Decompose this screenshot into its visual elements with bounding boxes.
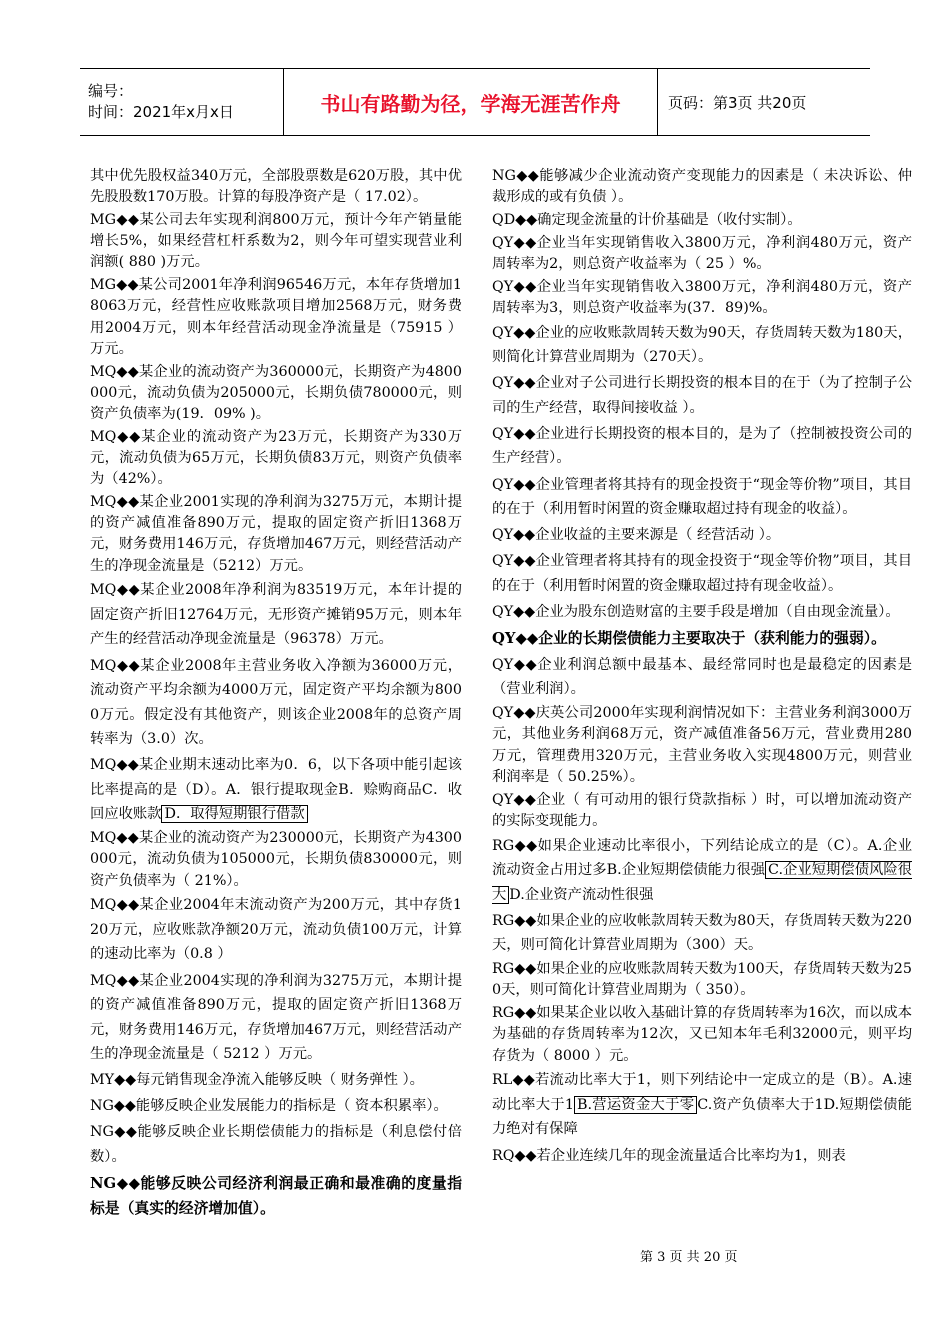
question-text: MQ◆◆某企业2008年主营业务收入净额为36000万元，流动资产平均余额为4000万元，固定资产平均余额为8000万元。假定没有其他资产，则该企业2008年的总资产周转率为（3.0）次。 [90,657,462,748]
boxed-answer: D．取得短期银行借款 [161,805,307,823]
question-item [492,523,912,548]
question-text: QY◆◆企业对子公司进行长期投资的根本目的在于（为了控制子公司的生产经营，取得间接收益 ）。 [492,375,912,416]
question-item [492,371,912,420]
question-text: QY◆◆庆英公司2000年实现利润情况如下：主营业务利润3000万元，其他业务利润68万元，资产减值准备56万元，营业费用280万元，管理费用320万元，主营业务收入实现4800万元，则营业利润率是（ 50.25%）。 [492,705,912,785]
question-text: RQ◆◆若企业连续几年的现金流量适合比率均为1，则表 [492,1147,846,1164]
question-item [492,626,912,651]
question-text: QD◆◆确定现金流量的计价基础是（收付实制）。 [492,212,802,228]
header-motto-cell [283,69,658,135]
question-text: RG◆◆如果企业的应收账款周转天数为100天，存货周转天数为250天，则可简化计算营业周期为（ 350）。 [492,961,912,999]
page-footer: 第 3 页 共 20 页 [640,1250,738,1265]
question-text: MY◆◆每元销售现金净流入能够反映（ 财务弹性 ）。 [90,1072,424,1089]
page-label: 页码：第3页 共20页 [668,93,807,112]
question-text: RG◆◆如果企业的应收帐款周转天数为80天，存货周转天数为220天，则可简化计算营业周期为（300）天。 [492,912,912,954]
question-item [90,166,462,208]
question-item [492,166,912,208]
right-column [492,166,912,1170]
number-label: 编号： [88,82,134,100]
question-text: MQ◆◆某企业2001实现的净利润为3275万元，本期计提的资产减值准备890万元，提取的固定资产折旧1368万元，财务费用146万元，存货增加467万元，则经营活动产生的净现金流量是（5212）万元。 [90,494,462,574]
question-text: QY◆◆企业利润总额中最基本、最经常同时也是最稳定的因素是（营业利润）。 [492,656,912,698]
question-text: MG◆◆某公司2001年净利润96546万元，本年存货增加18063万元，经营性应收账款项目增加2568万元，财务费用2004万元，则本年经营活动现金净流量是（75915 ）万元。 [90,277,462,357]
question-item [492,1003,912,1067]
question-item [492,233,912,275]
question-text: MQ◆◆某企业2008年净利润为83519万元，本年计提的固定资产折旧12764万元，无形资产摊销95万元，则本年产生的经营活动净现金流量是（96378）万元。 [90,582,462,648]
question-item [90,1120,462,1169]
question-item [492,703,912,788]
question-item [90,210,462,274]
question-item [90,828,462,892]
question-text: QY◆◆企业（ 有可动用的银行贷款指标 ）时，可以增加流动资产的实际变现能力。 [492,791,912,829]
question-item [492,653,912,702]
time-label: 时间：2021年x月x日 [88,103,234,121]
question-text: MQ◆◆某企业的流动资产为23万元，长期资产为330万元，流动负债为65万元，长期负债83万元，则资产负债率为（42%）。 [90,428,462,488]
question-item [492,277,912,319]
question-text: QY◆◆企业管理者将其持有的现金投资于“现金等价物”项目，其目的在于（利用暂时闲置的资金赚取超过持有现金收益）。 [492,553,912,594]
question-text: NG◆◆能够减少企业流动资产变现能力的因素是（ 未决诉讼、仲裁形成的或有负债 ）。 [492,168,912,206]
question-item [492,210,912,231]
question-item [492,549,912,598]
question-item [492,1068,912,1142]
question-text: MG◆◆某公司去年实现利润800万元，预计今年产销量能增长5%，如果经营杠杆系数为2，则今年可望实现营业利润额( 880 )万元。 [90,212,462,271]
question-item [90,362,462,426]
question-text: QY◆◆企业当年实现销售收入3800万元，净利润480万元，资产周转率为3，则总资产收益率为(37．89)%。 [492,278,912,316]
question-item [492,321,912,370]
question-text: RG◆◆如果企业速动比率很小，下列结论成立的是（C）。A.企业流动资金占用过多B.企业短期偿债能力很强 [492,837,912,879]
question-item [90,492,462,577]
boxed-answer: B.营运资金大于零 [574,1096,697,1114]
question-item [492,600,912,625]
question-item [90,893,462,967]
question-text: QY◆◆企业的应收账款周转天数为90天，存货周转天数为180天，则简化计算营业周期为（270天）。 [492,324,912,366]
question-text-after: C.资产负债率大于1D.短期偿债能力绝对有保障 [492,1096,912,1138]
boxed-answer: C.企业短期偿债风险很大 [492,862,912,903]
question-item [90,654,462,752]
question-item [90,753,462,827]
question-item [492,834,912,908]
header-info [80,69,283,135]
question-item [492,473,912,522]
question-text: MQ◆◆某企业2004实现的净利润为3275万元，本期计提的资产减值准备890万元，提取的固定资产折旧1368万元，财务费用146万元，存货增加467万元，则经营活动产生的净现金流量是（ 5212 ）万元。 [90,972,462,1062]
question-text: MQ◆◆某企业的流动资产为230000元，长期资产为4300000元，流动负债为105000元，长期负债830000元，则资产负债率为（ 21%）。 [90,830,462,889]
question-item [90,969,462,1067]
question-text: MQ◆◆某企业2004年末流动资产为200万元，其中存货120万元，应收账款净额20万元，流动负债100万元，计算的速动比率为（0.8 ） [90,897,462,963]
question-text: QY◆◆企业的长期偿债能力主要取决于（获利能力的强弱）。 [492,629,886,647]
question-text: NG◆◆能够反映企业长期偿债能力的指标是（利息偿付倍数）。 [90,1124,462,1165]
question-item [492,959,912,1001]
question-item [492,422,912,471]
question-item [90,275,462,360]
question-item [90,1171,462,1221]
page-header [80,68,870,136]
question-text: QY◆◆企业为股东创造财富的主要手段是增加（自由现金流量）。 [492,603,900,620]
question-text: MQ◆◆某企业的流动资产为360000元，长期资产为4800000元，流动负债为205000元，长期负债780000元，则资产负债率为(19．09% )。 [90,363,462,423]
question-item [90,1094,462,1119]
question-text: NG◆◆能够反映公司经济利润最正确和最准确的度量指标是（真实的经济增加值）。 [90,1174,462,1217]
question-item [90,578,462,652]
question-item [492,790,912,832]
question-item [492,909,912,958]
question-text-after: D.企业资产流动性很强 [509,886,654,903]
question-text: RG◆◆如果某企业以收入基础计算的存货周转率为16次，而以成本为基础的存货周转率为12次，又已知本年毛利32000元，则平均存货为（ 8000 ）元。 [492,1005,912,1064]
header-page-cell [658,69,870,135]
left-column [90,166,462,1222]
question-text: QY◆◆企业管理者将其持有的现金投资于“现金等价物”项目，其目的在于（利用暂时闲置的资金赚取超过持有现金的收益）。 [492,476,912,518]
question-text: 其中优先股权益340万元，全部股票数是620万股，其中优先股股数170万股。计算的每股净资产是（ 17.02）。 [90,168,462,206]
question-item [90,1068,462,1093]
question-text: QY◆◆企业进行长期投资的根本目的，是为了（控制被投资公司的生产经营）。 [492,425,912,467]
question-text: RL◆◆若流动比率大于1，则下列结论中一定成立的是（B）。A.速动比率大于1 [492,1072,912,1113]
question-text: NG◆◆能够反映企业发展能力的指标是（ 资本积累率）。 [90,1098,448,1115]
question-text: QY◆◆企业当年实现销售收入3800万元，净利润480万元，资产周转率为2，则总资产收益率为（ 25 ）%。 [492,234,912,272]
question-text: QY◆◆企业收益的主要来源是（ 经营活动 ）。 [492,527,781,544]
motto: 书山有路勤为径，学海无涯苦作舟 [320,91,621,116]
question-item [492,1144,912,1169]
question-text: MQ◆◆某企业期末速动比率为0．6，以下各项中能引起该比率提高的是（D）。A．银行提取现金B．赊购商品C．收回应收账款 [90,757,462,823]
question-item [90,427,462,491]
